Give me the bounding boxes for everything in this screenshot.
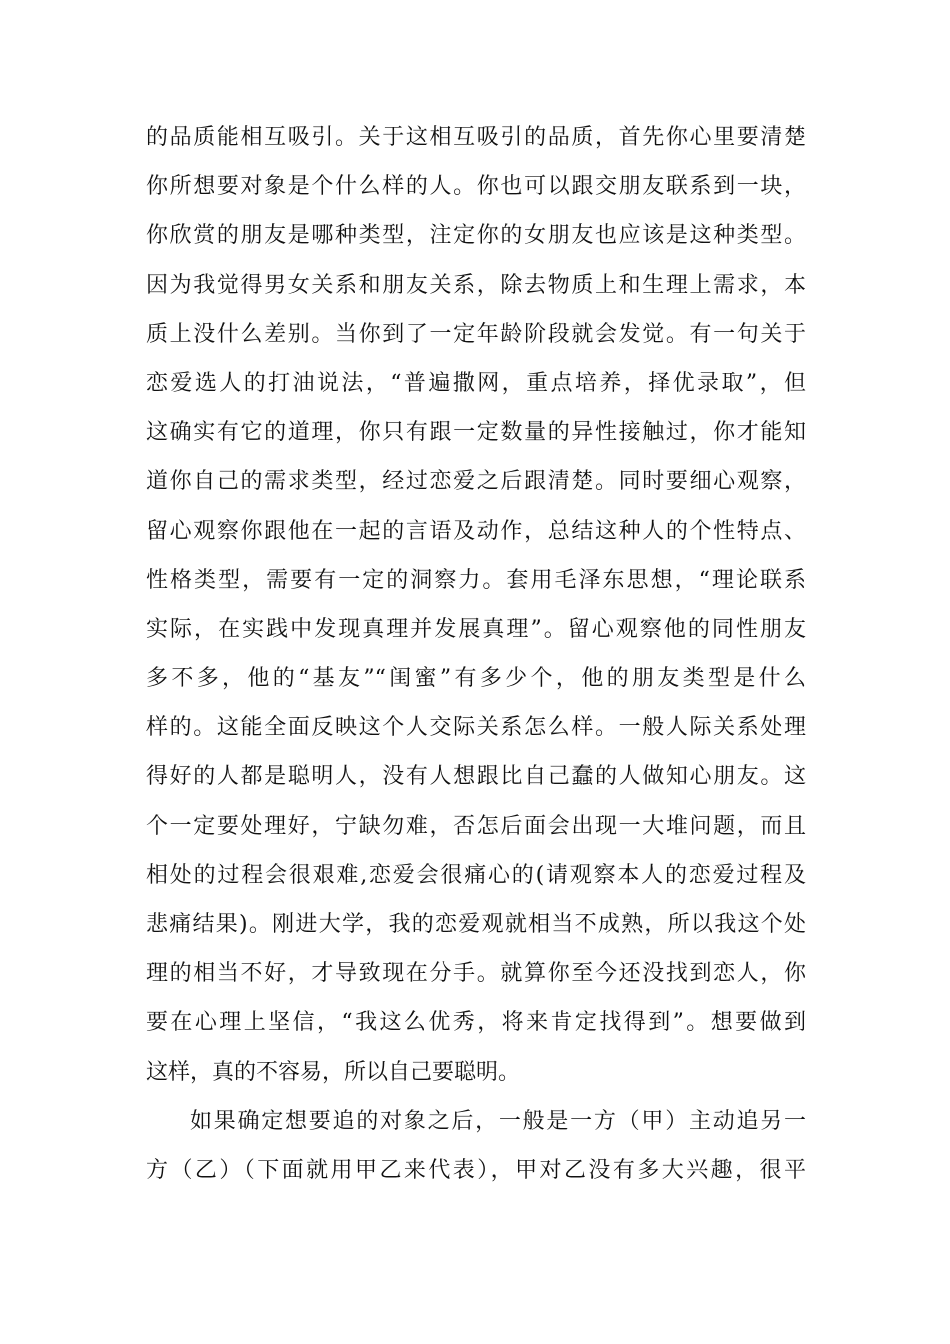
text-line: 相处的过程会很艰难,恋爱会很痛心的(请观察本人的恋爱过程及 bbox=[146, 862, 806, 888]
text-line: 方（乙）（下面就用甲乙来代表），甲对乙没有多大兴趣，很平 bbox=[146, 1157, 806, 1183]
body-text bbox=[146, 113, 806, 1195]
text-line: 你所想要对象是个什么样的人。你也可以跟交朋友联系到一块， bbox=[146, 174, 806, 200]
text-line: 如果确定想要追的对象之后，一般是一方（甲）主动追另一 bbox=[190, 1108, 806, 1134]
text-line: 你欣赏的朋友是哪种类型，注定你的女朋友也应该是这种类型。 bbox=[146, 223, 806, 249]
text-line: 留心观察你跟他在一起的言语及动作，总结这种人的个性特点、 bbox=[146, 518, 806, 544]
text-line: 要在心理上坚信，“我这么优秀，将来肯定找得到”。想要做到 bbox=[146, 1010, 806, 1036]
text-line: 实际，在实践中发现真理并发展真理”。留心观察他的同性朋友 bbox=[146, 616, 806, 642]
text-line: 性格类型，需要有一定的洞察力。套用毛泽东思想，“理论联系 bbox=[146, 567, 806, 593]
text-line: 样的。这能全面反映这个人交际关系怎么样。一般人际关系处理 bbox=[146, 715, 806, 741]
text-line: 恋爱选人的打油说法，“普遍撒网，重点培养，择优录取”，但 bbox=[146, 370, 806, 396]
text-line: 悲痛结果)。刚进大学，我的恋爱观就相当不成熟，所以我这个处 bbox=[146, 912, 806, 937]
text-line: 得好的人都是聪明人，没有人想跟比自己蠢的人做知心朋友。这 bbox=[146, 764, 806, 790]
text-line: 这确实有它的道理，你只有跟一定数量的异性接触过，你才能知 bbox=[146, 420, 806, 446]
text-line: 个一定要处理好，宁缺勿难，否怎后面会出现一大堆问题，而且 bbox=[146, 813, 806, 839]
text-line: 质上没什么差别。当你到了一定年龄阶段就会发觉。有一句关于 bbox=[146, 321, 806, 347]
text-line: 的品质能相互吸引。关于这相互吸引的品质，首先你心里要清楚 bbox=[146, 125, 806, 150]
text-line: 因为我觉得男女关系和朋友关系，除去物质上和生理上需求，本 bbox=[146, 272, 806, 298]
text-line: 理的相当不好，才导致现在分手。就算你至今还没找到恋人，你 bbox=[146, 961, 806, 987]
text-line: 多不多，他的“基友”“闺蜜”有多少个，他的朋友类型是什么 bbox=[146, 666, 806, 692]
text-line: 道你自己的需求类型，经过恋爱之后跟清楚。同时要细心观察， bbox=[146, 469, 806, 495]
text-line: 这样，真的不容易，所以自己要聪明。 bbox=[146, 1059, 521, 1085]
